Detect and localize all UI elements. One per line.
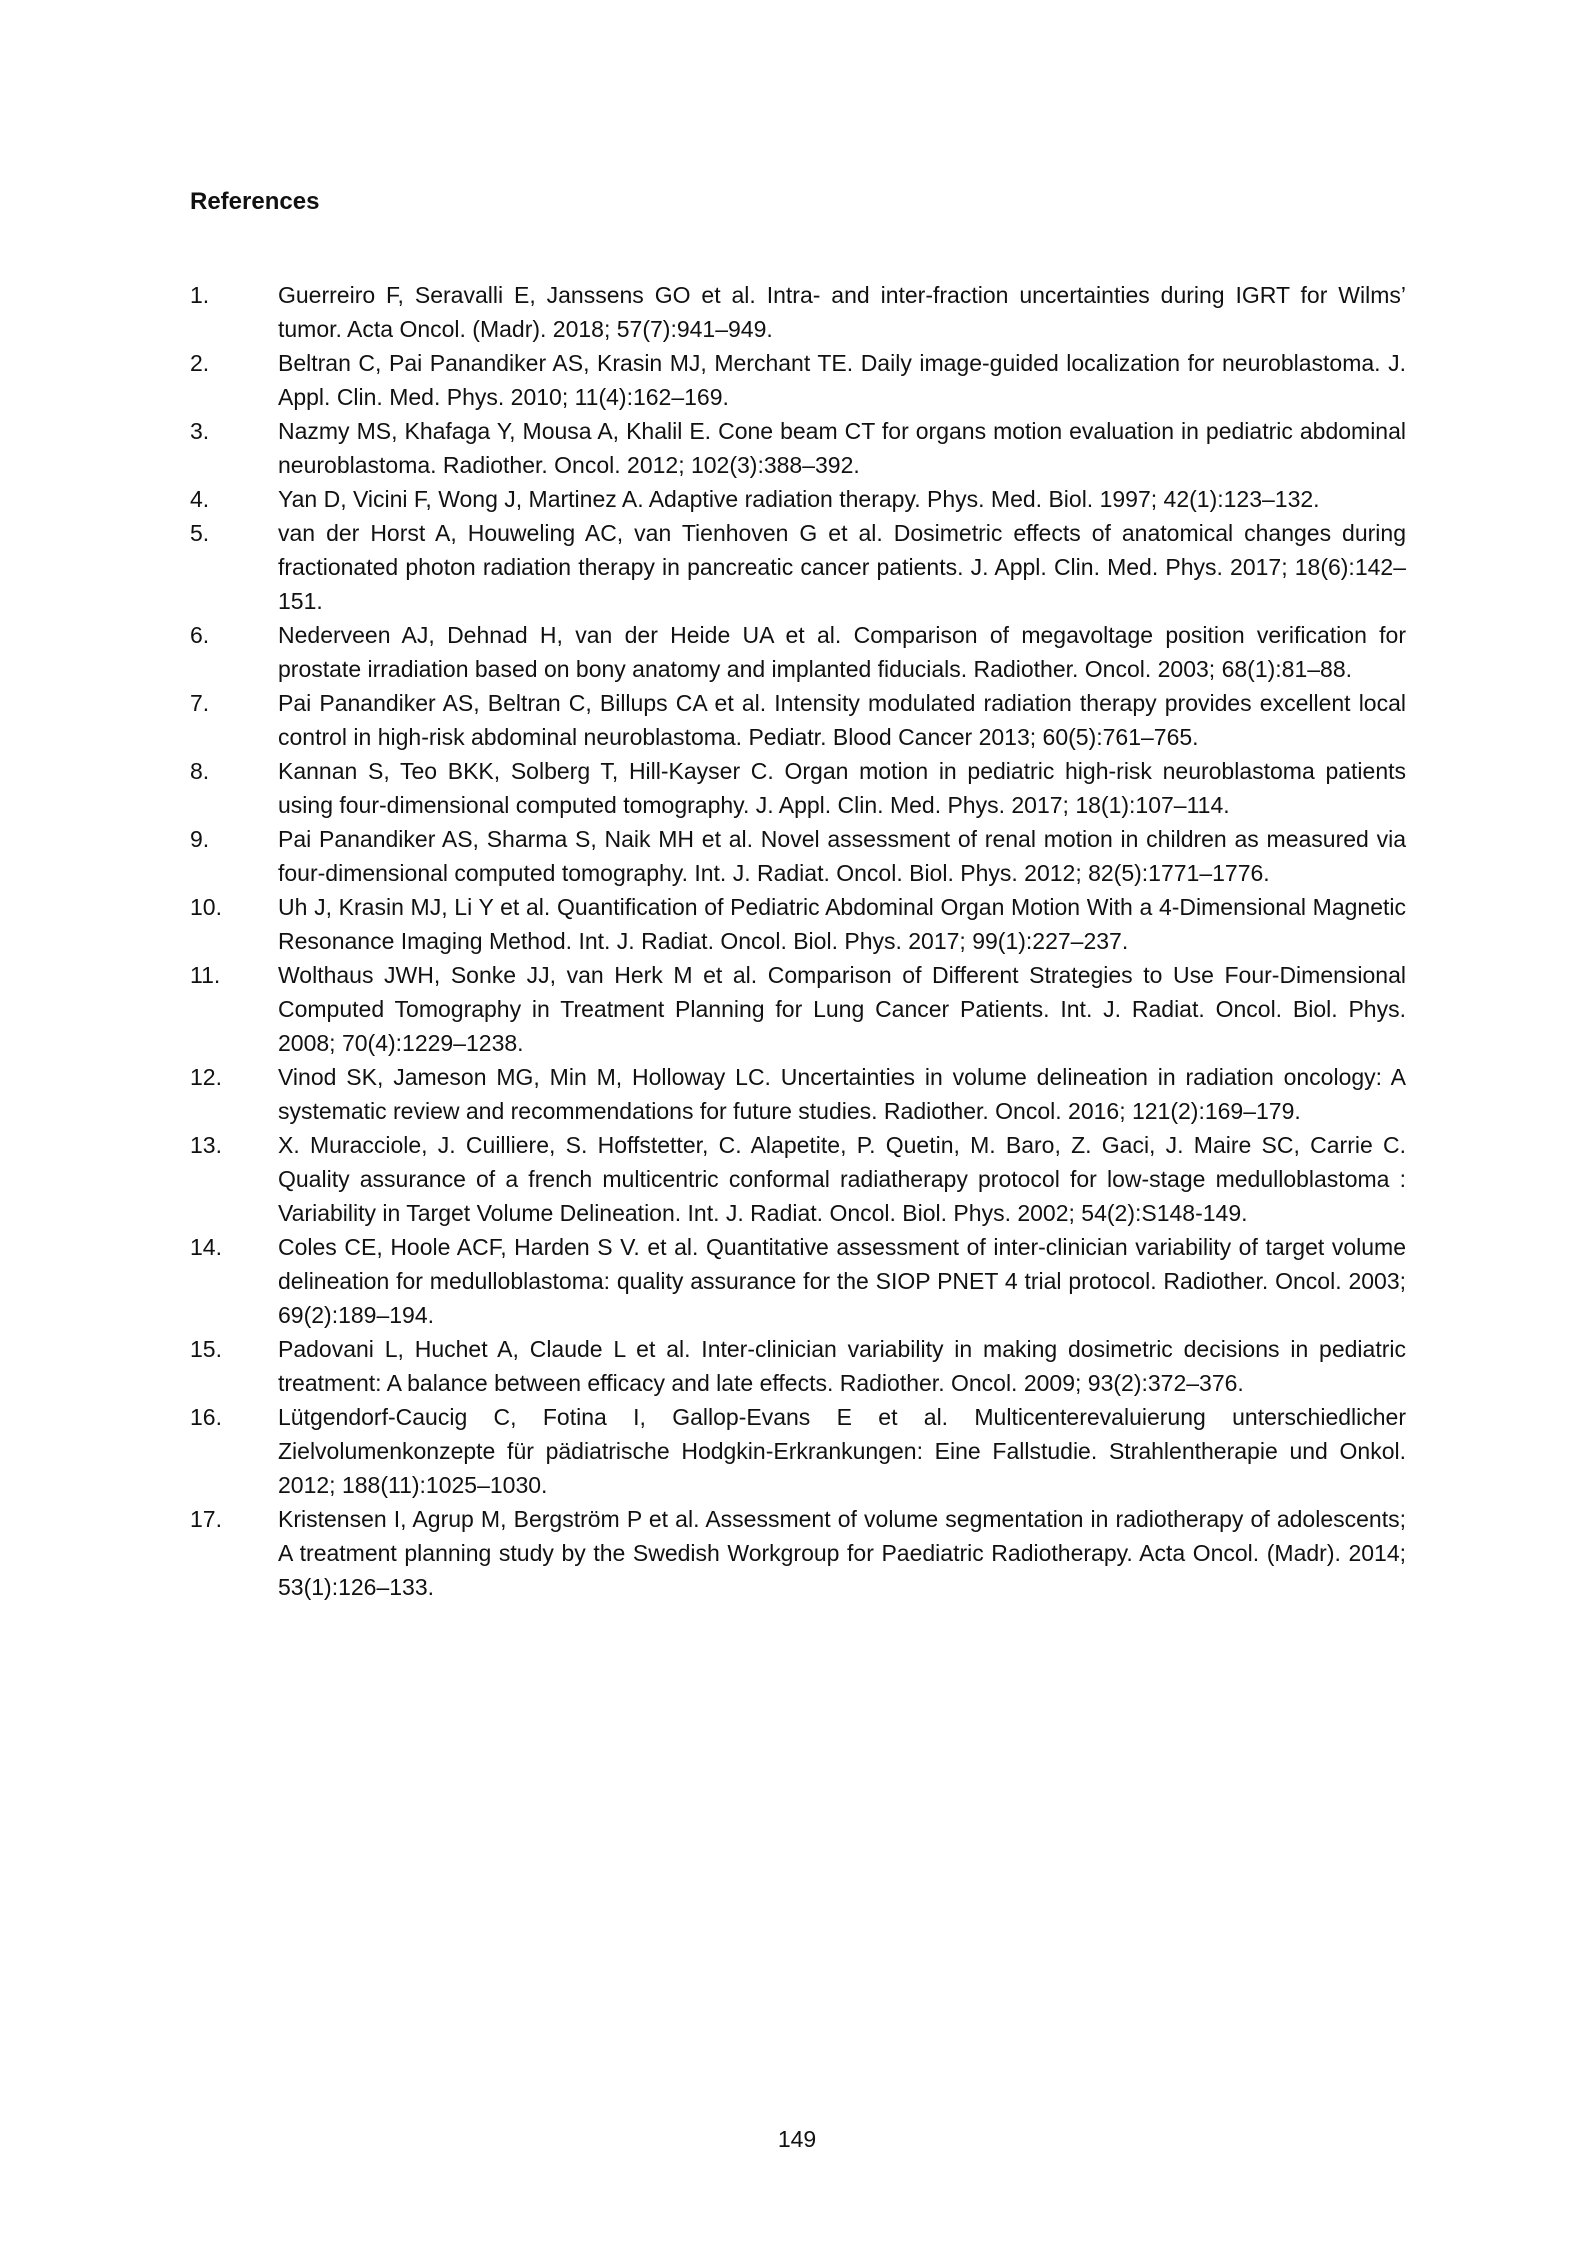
reference-item <box>190 1060 1406 1128</box>
reference-item <box>190 1332 1406 1400</box>
reference-number: 10. <box>190 894 222 920</box>
reference-text: Vinod SK, Jameson MG, Min M, Holloway LC. Uncertainties in volume delineation in radiation oncology: A systematic review and recommendations for future studies. Radiother. Oncol. 2016; 121(2):169–179. <box>278 1064 1406 1124</box>
reference-text: Pai Panandiker AS, Beltran C, Billups CA et al. Intensity modulated radiation therapy provides excellent local control in high-risk abdominal neuroblastoma. Pediatr. Blood Cancer 2013; 60(5):761–765. <box>278 690 1406 750</box>
reference-list <box>190 278 1406 1604</box>
references-section <box>190 188 1406 1604</box>
reference-text: Kristensen I, Agrup M, Bergström P et al. Assessment of volume segmentation in radiotherapy of adolescents; A treatment planning study by the Swedish Workgroup for Paediatric Radiotherapy. Acta Oncol. (Madr). 2014; 53(1):126–133. <box>278 1506 1406 1600</box>
section-title: References <box>190 188 320 215</box>
reference-number: 4. <box>190 486 210 512</box>
reference-text: Uh J, Krasin MJ, Li Y et al. Quantification of Pediatric Abdominal Organ Motion With a 4-Dimensional Magnetic Resonance Imaging Method. Int. J. Radiat. Oncol. Biol. Phys. 2017; 99(1):227–237. <box>278 894 1406 954</box>
reference-item <box>190 1502 1406 1604</box>
reference-item <box>190 482 1406 516</box>
reference-item <box>190 822 1406 890</box>
reference-text: Lütgendorf-Caucig C, Fotina I, Gallop-Evans E et al. Multicenterevaluierung unterschiedlicher Zielvolumenkonzepte für pädiatrische Hodgkin-Erkrankungen: Eine Fallstudie. Strahlentherapie und Onkol. 2012; 188(11):1025–1030. <box>278 1404 1406 1498</box>
reference-item <box>190 516 1406 618</box>
reference-text: Yan D, Vicini F, Wong J, Martinez A. Adaptive radiation therapy. Phys. Med. Biol. 1997; 42(1):123–132. <box>278 486 1320 512</box>
reference-text: Guerreiro F, Seravalli E, Janssens GO et al. Intra- and inter-fraction uncertainties during IGRT for Wilms’ tumor. Acta Oncol. (Madr). 2018; 57(7):941–949. <box>278 282 1406 342</box>
reference-text: X. Muracciole, J. Cuilliere, S. Hoffstetter, C. Alapetite, P. Quetin, M. Baro, Z. Gaci, J. Maire SC, Carrie C. Quality assurance of a french multicentric conformal radiatherapy protocol for low-stage medulloblastoma : Variability in Target Volume Delineation. Int. J. Radiat. Oncol. Biol. Phys. 2002; 54(2):S148-149. <box>278 1132 1406 1226</box>
reference-number: 13. <box>190 1132 222 1158</box>
reference-item <box>190 1230 1406 1332</box>
reference-number: 16. <box>190 1404 222 1430</box>
reference-item <box>190 1400 1406 1502</box>
reference-text: van der Horst A, Houweling AC, van Tienhoven G et al. Dosimetric effects of anatomical changes during fractionated photon radiation therapy in pancreatic cancer patients. J. Appl. Clin. Med. Phys. 2017; 18(6):142–151. <box>278 520 1406 614</box>
reference-number: 11. <box>190 962 221 988</box>
reference-number: 12. <box>190 1064 222 1090</box>
reference-number: 5. <box>190 520 210 546</box>
reference-number: 15. <box>190 1336 222 1362</box>
reference-number: 1. <box>190 282 210 308</box>
reference-item <box>190 414 1406 482</box>
reference-number: 14. <box>190 1234 222 1260</box>
reference-item <box>190 890 1406 958</box>
reference-number: 3. <box>190 418 210 444</box>
reference-item <box>190 754 1406 822</box>
reference-number: 17. <box>190 1506 222 1532</box>
reference-text: Nederveen AJ, Dehnad H, van der Heide UA et al. Comparison of megavoltage position verification for prostate irradiation based on bony anatomy and implanted fiducials. Radiother. Oncol. 2003; 68(1):81–88. <box>278 622 1406 682</box>
reference-text: Kannan S, Teo BKK, Solberg T, Hill-Kayser C. Organ motion in pediatric high-risk neuroblastoma patients using four-dimensional computed tomography. J. Appl. Clin. Med. Phys. 2017; 18(1):107–114. <box>278 758 1406 818</box>
reference-number: 6. <box>190 622 210 648</box>
reference-text: Wolthaus JWH, Sonke JJ, van Herk M et al. Comparison of Different Strategies to Use Four-Dimensional Computed Tomography in Treatment Planning for Lung Cancer Patients. Int. J. Radiat. Oncol. Biol. Phys. 2008; 70(4):1229–1238. <box>278 962 1406 1056</box>
reference-number: 8. <box>190 758 210 784</box>
reference-item <box>190 278 1406 346</box>
reference-text: Padovani L, Huchet A, Claude L et al. Inter-clinician variability in making dosimetric decisions in pediatric treatment: A balance between efficacy and late effects. Radiother. Oncol. 2009; 93(2):372–376. <box>278 1336 1406 1396</box>
reference-text: Nazmy MS, Khafaga Y, Mousa A, Khalil E. Cone beam CT for organs motion evaluation in pediatric abdominal neuroblastoma. Radiother. Oncol. 2012; 102(3):388–392. <box>278 418 1406 478</box>
reference-text: Beltran C, Pai Panandiker AS, Krasin MJ, Merchant TE. Daily image-guided localization for neuroblastoma. J. Appl. Clin. Med. Phys. 2010; 11(4):162–169. <box>278 350 1406 410</box>
reference-text: Pai Panandiker AS, Sharma S, Naik MH et al. Novel assessment of renal motion in children as measured via four-dimensional computed tomography. Int. J. Radiat. Oncol. Biol. Phys. 2012; 82(5):1771–1776. <box>278 826 1406 886</box>
page-number: 149 <box>777 2126 817 2152</box>
reference-number: 9. <box>190 826 210 852</box>
reference-item <box>190 1128 1406 1230</box>
reference-item <box>190 346 1406 414</box>
reference-number: 2. <box>190 350 210 376</box>
reference-item <box>190 958 1406 1060</box>
reference-number: 7. <box>190 690 210 716</box>
reference-text: Coles CE, Hoole ACF, Harden S V. et al. Quantitative assessment of inter-clinician variability of target volume delineation for medulloblastoma: quality assurance for the SIOP PNET 4 trial protocol. Radiother. Oncol. 2003; 69(2):189–194. <box>278 1234 1406 1328</box>
reference-item <box>190 618 1406 686</box>
reference-item <box>190 686 1406 754</box>
